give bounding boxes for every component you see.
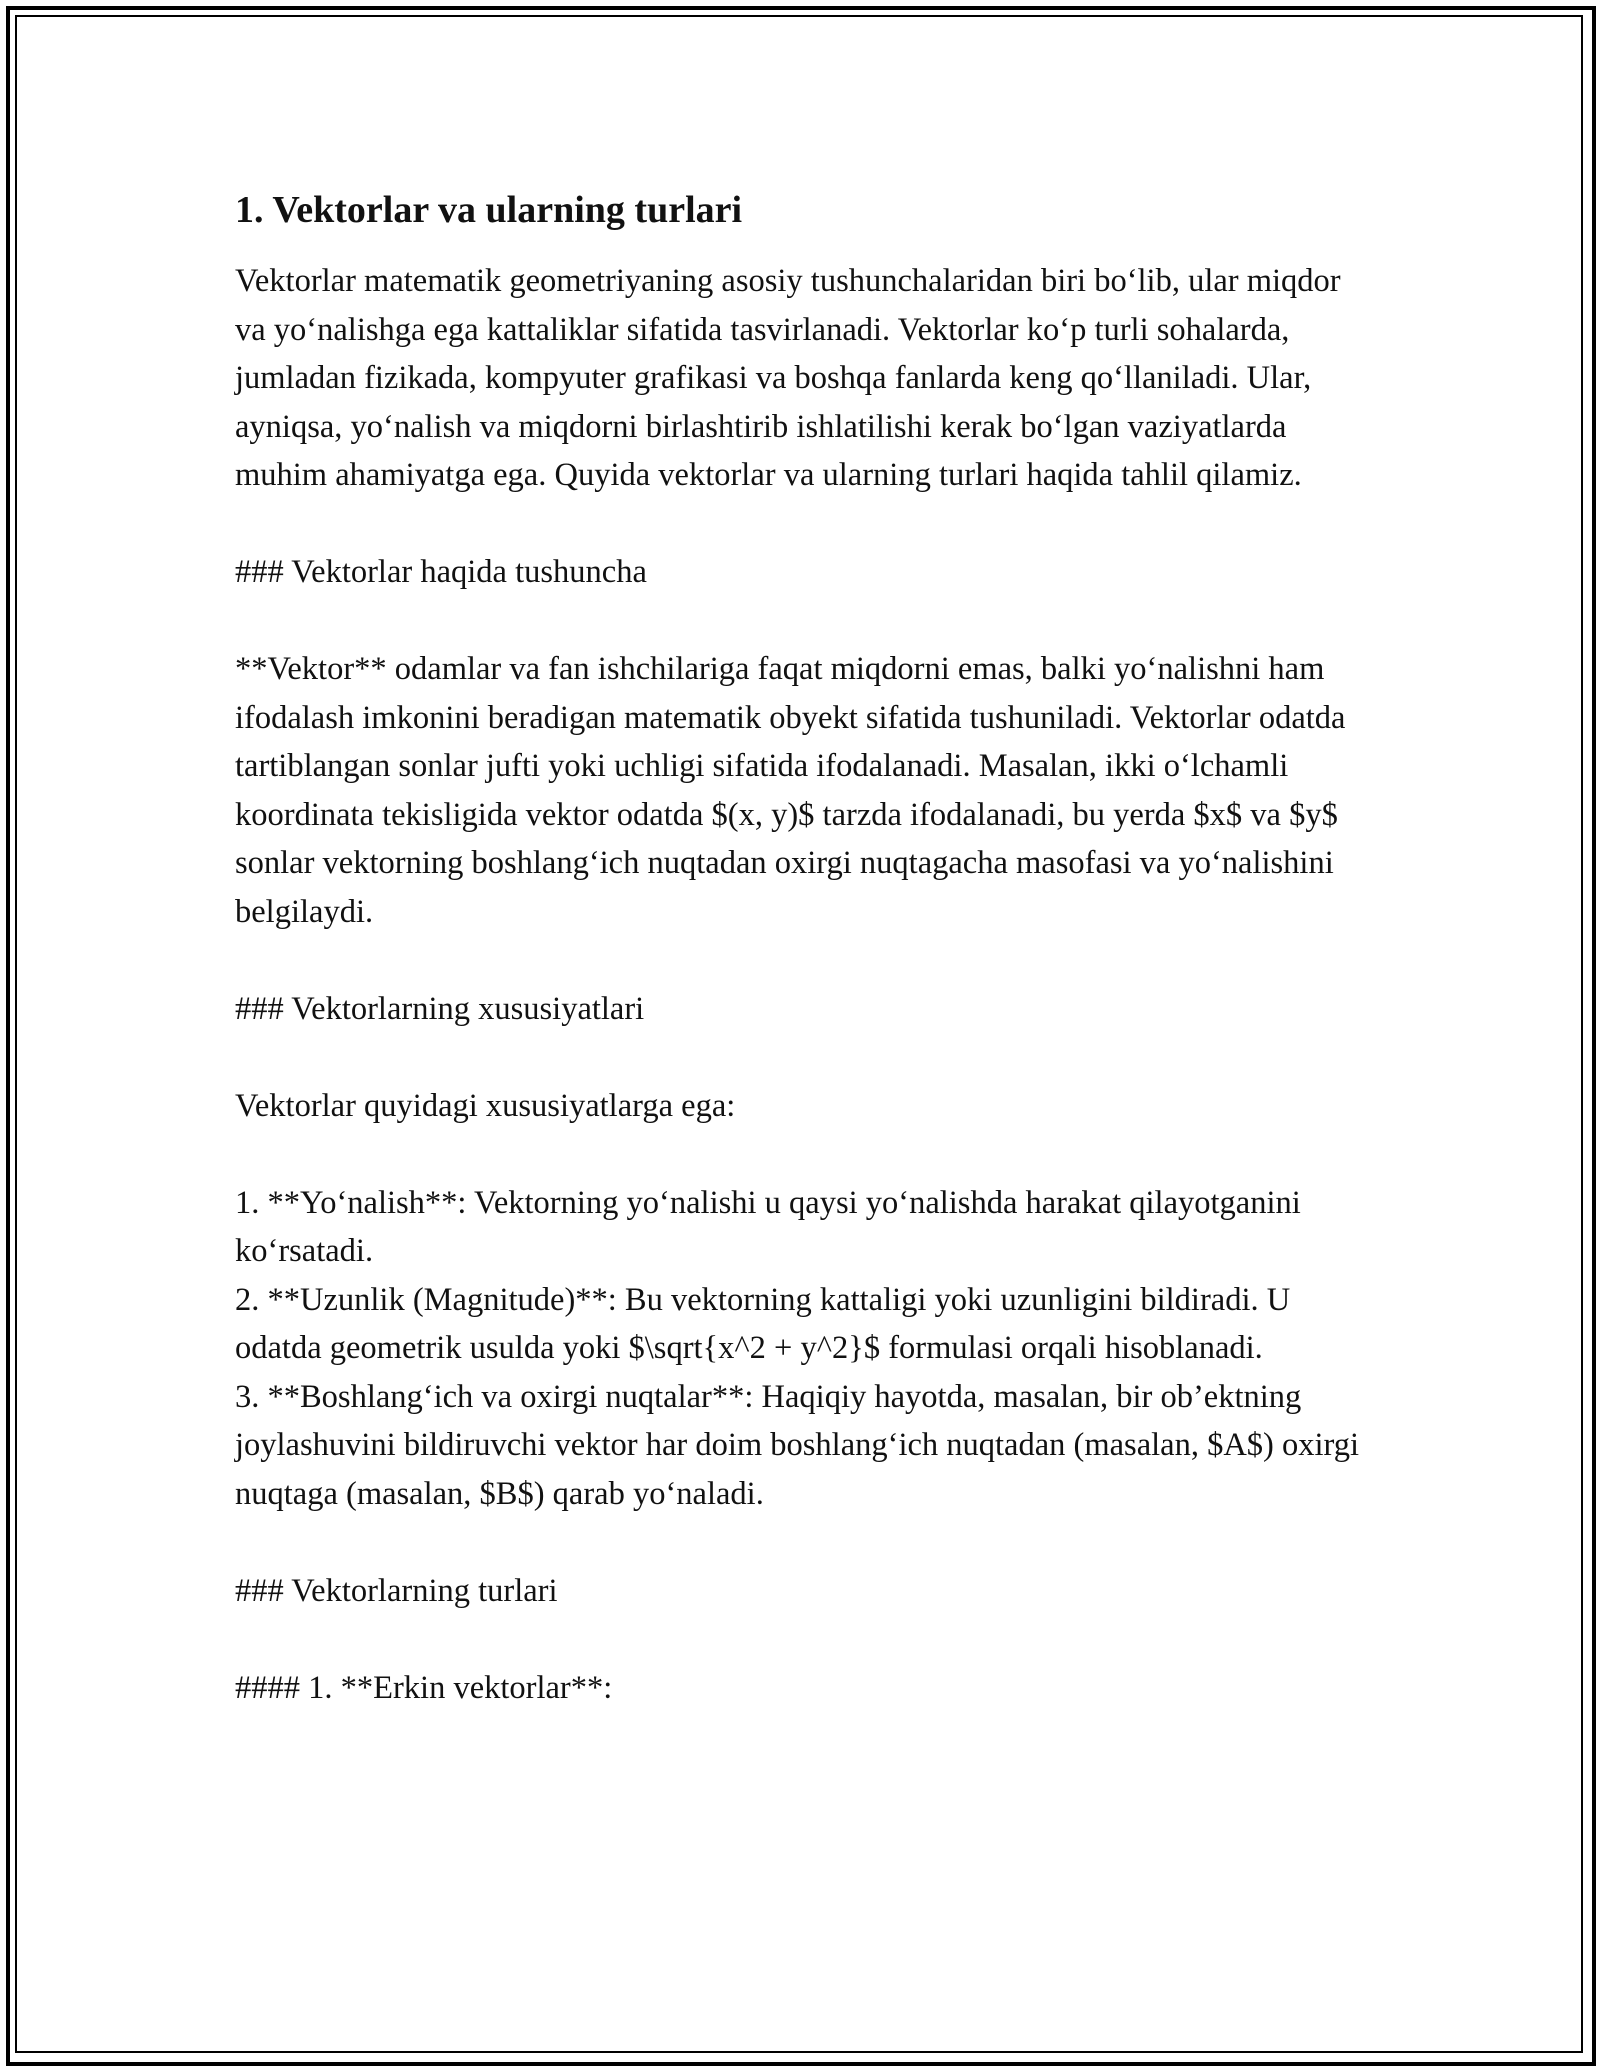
- intro-paragraph: Vektorlar matematik geometriyaning asosiy tushunchalaridan biri bo‘lib, ular miqdor va yo‘nalishga ega kattaliklar sifatida tasvirlanadi. Vektorlar ko‘p turli sohalarda, jumladan fizikada, kompyuter grafikasi va boshqa fanlarda keng qo‘llaniladi. Ular, ayniqsa, yo‘nalish va miqdorni birlashtirib ishlatilishi kerak bo‘lgan vaziyatlarda muhim ahamiyatga ega. Quyida vektorlar va ularning turlari haqida tahlil qilamiz.: [235, 263, 1341, 494]
- section-heading-types: ### Vektorlarning turlari: [235, 1572, 558, 1609]
- spacer: [235, 1130, 1365, 1179]
- spacer: [235, 1615, 1365, 1664]
- spacer: [235, 936, 1365, 985]
- spacer: [235, 597, 1365, 646]
- property-item-endpoints: 3. **Boshlang‘ich va oxirgi nuqtalar**: Haqiqiy hayotda, masalan, bir ob’ektning joylashuvini bildiruvchi vektor har doim boshlang‘ich nuqtadan (masalan, $A$) oxirgi nuqtaga (masalan, $B$) qarab yo‘naladi.: [235, 1378, 1360, 1512]
- section-heading-properties: ### Vektorlarning xususiyatlari: [235, 990, 645, 1027]
- property-item-direction: 1. **Yo‘nalish**: Vektorning yo‘nalishi u qaysi yo‘nalishda harakat qilayotganini ko‘rsatadi.: [235, 1184, 1301, 1270]
- subheading-free-vectors: #### 1. **Erkin vektorlar**:: [235, 1669, 613, 1706]
- spacer: [235, 500, 1365, 549]
- spacer: [235, 1518, 1365, 1567]
- property-item-magnitude: 2. **Uzunlik (Magnitude)**: Bu vektorning kattaligi yoki uzunligini bildiradi. U odatda geometrik usulda yoki $\sqrt{x^2 + y^2}$ formulasi orqali hisoblanadi.: [235, 1281, 1291, 1367]
- section-heading-concept: ### Vektorlar haqida tushuncha: [235, 554, 647, 591]
- document-title: 1. Vektorlar va ularning turlari: [235, 189, 743, 231]
- spacer: [235, 1033, 1365, 1082]
- concept-paragraph: **Vektor** odamlar va fan ishchilariga faqat miqdorni emas, balki yo‘nalishni ham ifodalash imkonini beradigan matematik obyekt sifatida tushuniladi. Vektorlar odatda tartiblangan sonlar jufti yoki uchligi sifatida ifodalanadi. Masalan, ikki o‘lchamli koordinata tekisligida vektor odatda $(x, y)$ tarzda ifodalanadi, bu yerda $x$ va $y$ sonlar vektorning boshlang‘ich nuqtadan oxirgi nuqtagacha masofasi va yo‘nalishini belgilaydi.: [235, 651, 1346, 930]
- properties-lead: Vektorlar quyidagi xususiyatlarga ega:: [235, 1087, 736, 1124]
- document-page: [235, 186, 1365, 1712]
